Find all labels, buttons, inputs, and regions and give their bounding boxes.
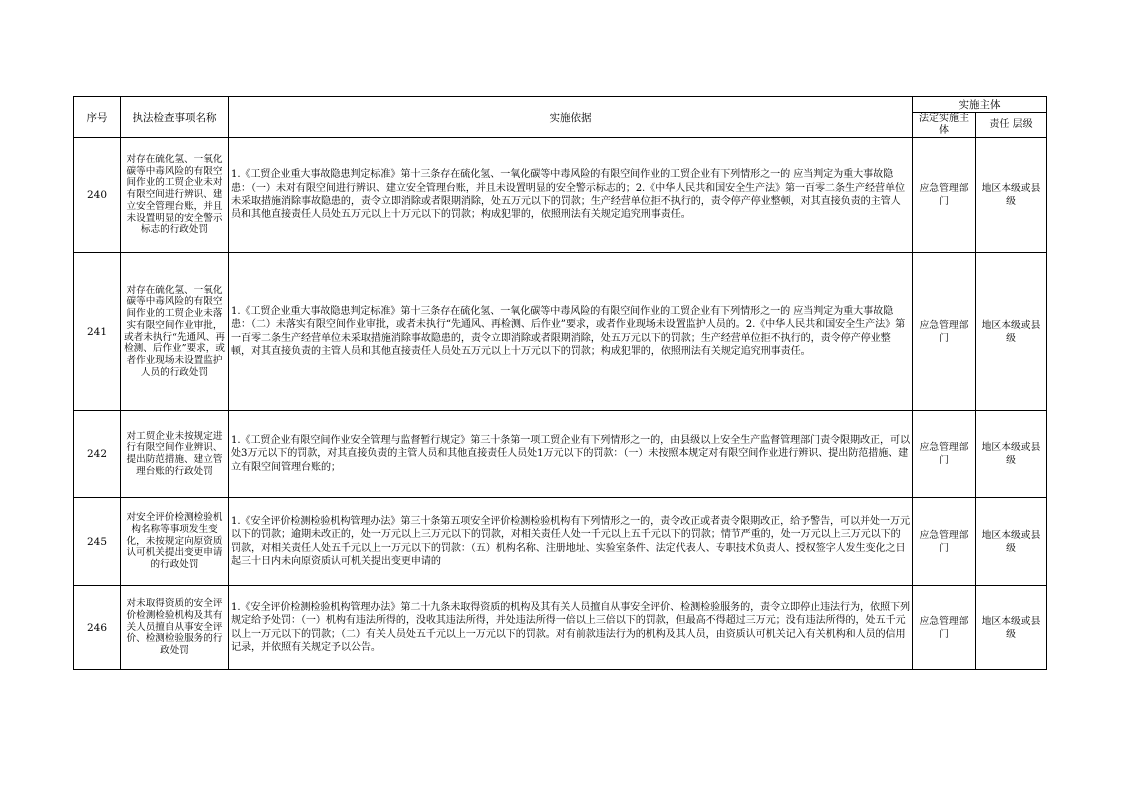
table-row	[74, 138, 1047, 253]
row-seq: 245	[74, 498, 121, 586]
row-level: 地区本级或县级	[976, 586, 1047, 670]
table-row	[74, 411, 1047, 498]
row-legal-subject: 应急管理部门	[913, 411, 976, 498]
row-seq: 240	[74, 138, 121, 253]
row-level: 地区本级或县级	[976, 498, 1047, 586]
header-level: 责任 层级	[976, 113, 1047, 138]
row-legal-subject: 应急管理部门	[913, 138, 976, 253]
header-basis: 实施依据	[229, 97, 913, 138]
row-item-name: 对存在硫化氢、一氧化碳等中毒风险的有限空间作业的工贸企业未对有限空间进行辨识、建立安全管理台账，并且未设置明显的安全警示标志的行政处罚	[121, 138, 229, 253]
table-row	[74, 586, 1047, 670]
row-seq: 246	[74, 586, 121, 670]
row-item-name: 对存在硫化氢、一氧化碳等中毒风险的有限空间作业的工贸企业未落实有限空间作业审批，或者未执行“先通风、再检测、后作业”要求，或者作业现场未设置监护人员的行政处罚	[121, 253, 229, 411]
row-basis: 1.《工贸企业有限空间作业安全管理与监督暂行规定》第三十条第一项工贸企业有下列情形之一的，由县级以上安全生产监督管理部门责令限期改正，可以处3万元以下的罚款，对其直接负责的主管人员和其他直接责任人员处1万元以下的罚款：（一）未按照本规定对有限空间作业进行辨识、提出防范措施、建立有限空间管理台账的；	[229, 411, 913, 498]
row-basis: 1.《工贸企业重大事故隐患判定标准》第十三条存在硫化氢、一氧化碳等中毒风险的有限空间作业的工贸企业有下列情形之一的 应当判定为重大事故隐患：（一）未对有限空间进行辨识、建立安全管理台账，并且未设置明显的安全警示标志的；2.《中华人民共和国安全生产法》第一百零二条生产经营单位未采取措施消除事故隐患的，责令立即消除或者限期消除，处五万元以下的罚款；生产经营单位拒不执行的，责令停产停业整顿，对其直接负责的主管人员和其他直接责任人员处五万元以上十万元以下的罚款；构成犯罪的，依照刑法有关规定追究刑事责任。	[229, 138, 913, 253]
header-legal-subject: 法定实施主体	[913, 113, 976, 138]
row-legal-subject: 应急管理部门	[913, 253, 976, 411]
row-seq: 242	[74, 411, 121, 498]
table-row	[74, 253, 1047, 411]
row-legal-subject: 应急管理部门	[913, 498, 976, 586]
row-item-name: 对未取得资质的安全评价检测检验机构及其有关人员擅自从事安全评价、检测检验服务的行政处罚	[121, 586, 229, 670]
header-seq: 序号	[74, 97, 121, 138]
row-basis: 1.《工贸企业重大事故隐患判定标准》第十三条存在硫化氢、一氧化碳等中毒风险的有限空间作业的工贸企业有下列情形之一的 应当判定为重大事故隐患：（二）未落实有限空间作业审批，或者未执行“先通风、再检测、后作业”要求，或者作业现场未设置监护人员的。2.《中华人民共和国安全生产法》第一百零二条生产经营单位未采取措施消除事故隐患的，责令立即消除或者限期消除，处五万元以下的罚款；生产经营单位拒不执行的，责令停产停业整顿，对其直接负责的主管人员和其他直接责任人员处五万元以上十万元以下的罚款；构成犯罪的，依照刑法有关规定追究刑事责任。	[229, 253, 913, 411]
row-basis: 1.《安全评价检测检验机构管理办法》第三十条第五项安全评价检测检验机构有下列情形之一的，责令改正或者责令限期改正，给予警告，可以并处一万元以下的罚款；逾期未改正的，处一万元以上三万元以下的罚款，对相关责任人处一千元以上五千元以下的罚款；情节严重的，处一万元以上三万元以下的罚款，对相关责任人处五千元以上一万元以下的罚款：（五）机构名称、注册地址、实验室条件、法定代表人、专职技术负责人、授权签字人发生变化之日起三十日内未向原资质认可机关提出变更申请的	[229, 498, 913, 586]
row-level: 地区本级或县级	[976, 411, 1047, 498]
header-item-name: 执法检查事项名称	[121, 97, 229, 138]
enforcement-items-table	[73, 96, 1047, 670]
row-level: 地区本级或县级	[976, 253, 1047, 411]
row-item-name: 对工贸企业未按规定进行有限空间作业辨识、提出防范措施、建立管理台账的行政处罚	[121, 411, 229, 498]
header-row-top	[74, 97, 1047, 113]
table-row	[74, 498, 1047, 586]
row-basis: 1.《安全评价检测检验机构管理办法》第二十九条未取得资质的机构及其有关人员擅自从事安全评价、检测检验服务的，责令立即停止违法行为，依照下列规定给予处罚：（一）机构有违法所得的，没收其违法所得，并处违法所得一倍以上三倍以下的罚款，但最高不得超过三万元；没有违法所得的，处五千元以上一万元以下的罚款；（二）有关人员处五千元以上一万元以下的罚款。对有前款违法行为的机构及其人员，由资质认可机关记入有关机构和人员的信用记录，并依照有关规定予以公告。	[229, 586, 913, 670]
row-item-name: 对安全评价检测检验机构名称等事项发生变化，未按规定向原资质认可机关提出变更申请的行政处罚	[121, 498, 229, 586]
row-legal-subject: 应急管理部门	[913, 586, 976, 670]
row-level: 地区本级或县级	[976, 138, 1047, 253]
header-subject-group: 实施主体	[913, 97, 1047, 113]
row-seq: 241	[74, 253, 121, 411]
